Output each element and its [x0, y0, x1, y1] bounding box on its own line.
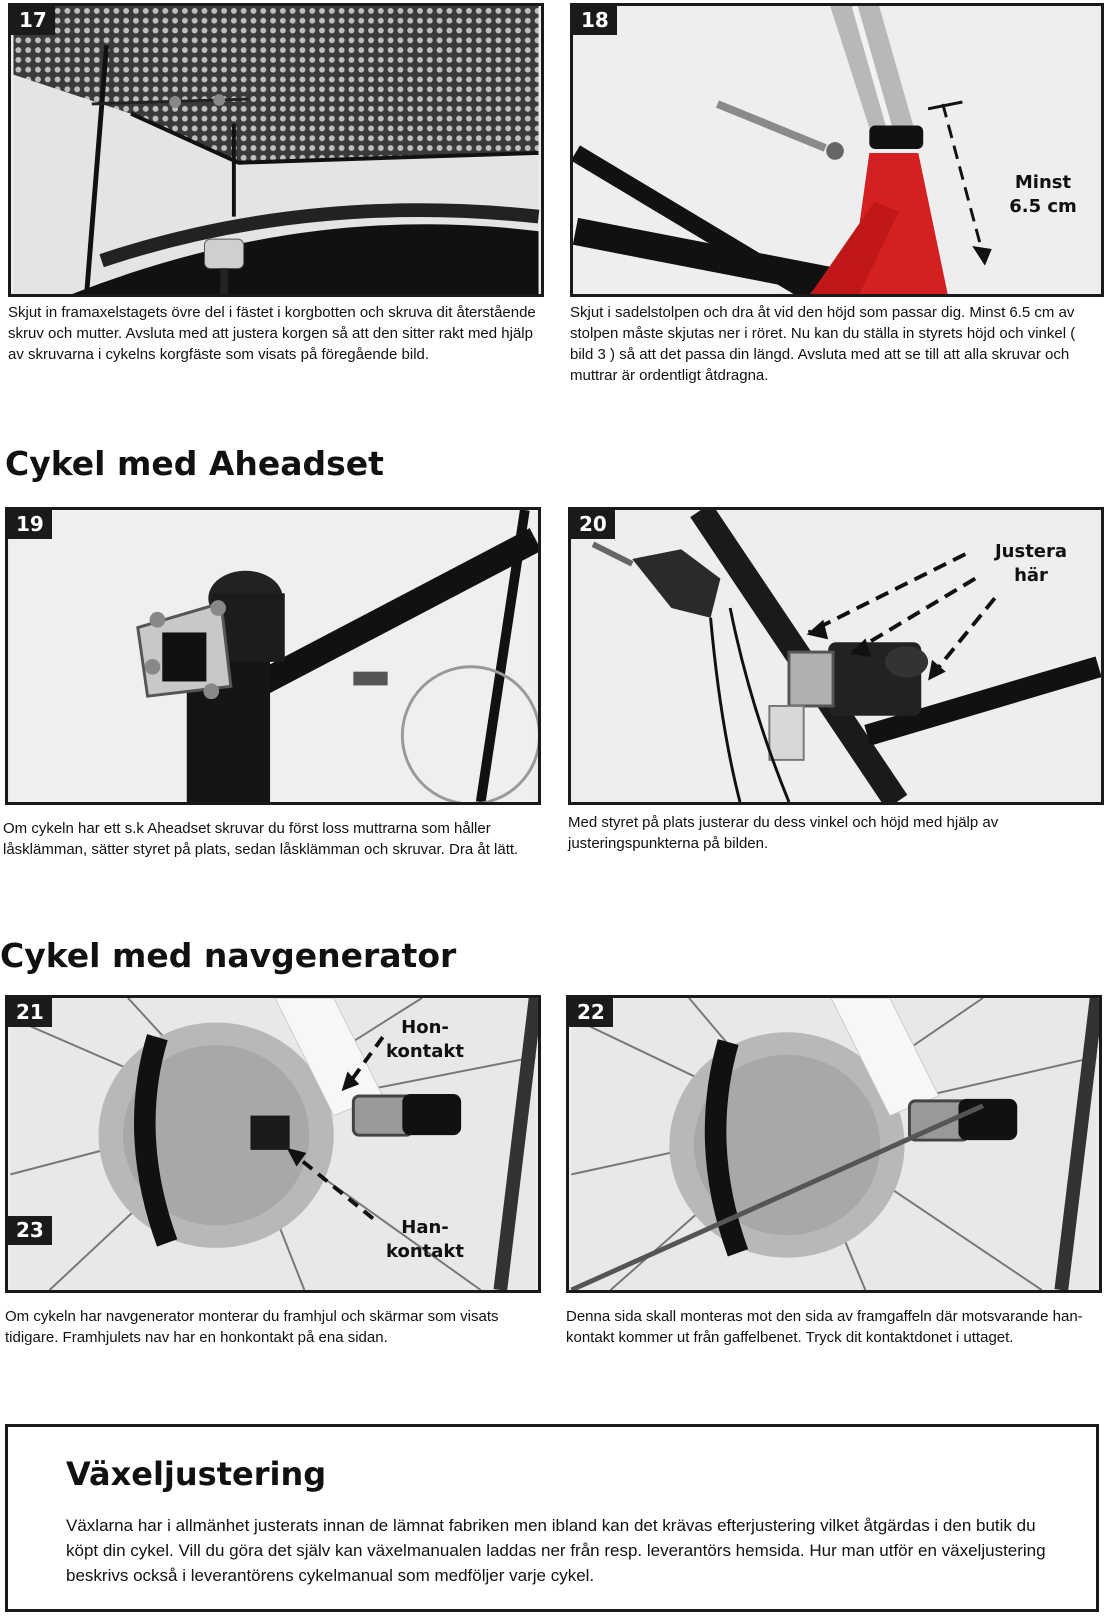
- heading-navgenerator: Cykel med navgenerator: [0, 936, 457, 975]
- male-contact-annotation: Han-kontakt: [386, 1217, 464, 1262]
- caption-21: Om cykeln har navgenerator monterar du framhjul och skärmar som visats tidigare. Framhjulets nav har en honkontakt på ena sidan.: [5, 1308, 499, 1346]
- gear-adjustment-box: [5, 1424, 1099, 1612]
- photo-20-adjust-stem: [568, 507, 1104, 805]
- photo-22-hub-generator: [566, 995, 1102, 1293]
- panel-number: 20: [571, 510, 615, 539]
- panel-number: 18: [573, 6, 617, 35]
- aheadset-illustration: [8, 510, 538, 802]
- hub-illustration-22: [569, 998, 1099, 1290]
- female-contact-annotation: Hon-kontakt: [386, 1017, 464, 1062]
- panel-number: 22: [569, 998, 613, 1027]
- min-insert-annotation: Minst 6.5 cm: [1009, 172, 1077, 217]
- adjust-here-annotation: Justera här: [994, 541, 1068, 586]
- panel-number: 19: [8, 510, 52, 539]
- caption-20: Med styret på plats justerar du dess vinkel och höjd med hjälp av justeringspunkterna på bilden.: [568, 814, 999, 852]
- basket-illustration: [11, 6, 541, 294]
- caption-17: Skjut in framaxelstagets övre del i fästet i korgbotten och skruva dit återstående skruv och mutter. Avsluta med att justera korgen så att den sitter rakt med hjälp av skruvarna i cykelns korgfäste som visats på föregående bild.: [8, 304, 536, 363]
- photo-21-hub-generator: [5, 995, 541, 1293]
- photo-17-basket: [8, 3, 544, 297]
- photo-18-seatpost: [570, 3, 1104, 297]
- caption-22: Denna sida skall monteras mot den sida av framgaffeln där motsvarande han-kontakt kommer ut från gaffelbenet. Tryck dit kontaktdonet i uttaget.: [566, 1308, 1083, 1346]
- seatpost-illustration: [573, 6, 1101, 294]
- panel-number: 21: [8, 998, 52, 1027]
- caption-18: Skjut i sadelstolpen och dra åt vid den höjd som passar dig. Minst 6.5 cm av stolpen måste skjutas ner i röret. Nu kan du ställa in styrets höjd och vinkel ( bild 3 ) så att det passa din längd. Avsluta med att se till att alla skruvar och muttrar är ordentligt åtdragna.: [570, 304, 1076, 384]
- heading-aheadset: Cykel med Aheadset: [5, 444, 384, 483]
- caption-19: Om cykeln har ett s.k Aheadset skruvar du först loss muttrarna som håller låsklämman, sätter styret på plats, sedan låsklämman och skruvar. Dra åt lätt.: [3, 820, 519, 858]
- panel-number: 23: [8, 1216, 52, 1245]
- photo-19-aheadset-stem: [5, 507, 541, 805]
- panel-number: 17: [11, 6, 55, 35]
- gear-adjustment-text: Växlarna har i allmänhet justerats innan de lämnat fabriken men ibland kan det krävas efterjustering vilket åtgärdas i den butik du köpt din cykel. Vill du göra det själv kan växelmanualen laddas ner från resp. leverantörs hemsida. Hur man utför en växeljustering beskrivs också i leverantörens cykelmanual som medföljer varje cykel.: [66, 1516, 1046, 1585]
- gear-adjustment-title: Växeljustering: [66, 1455, 327, 1493]
